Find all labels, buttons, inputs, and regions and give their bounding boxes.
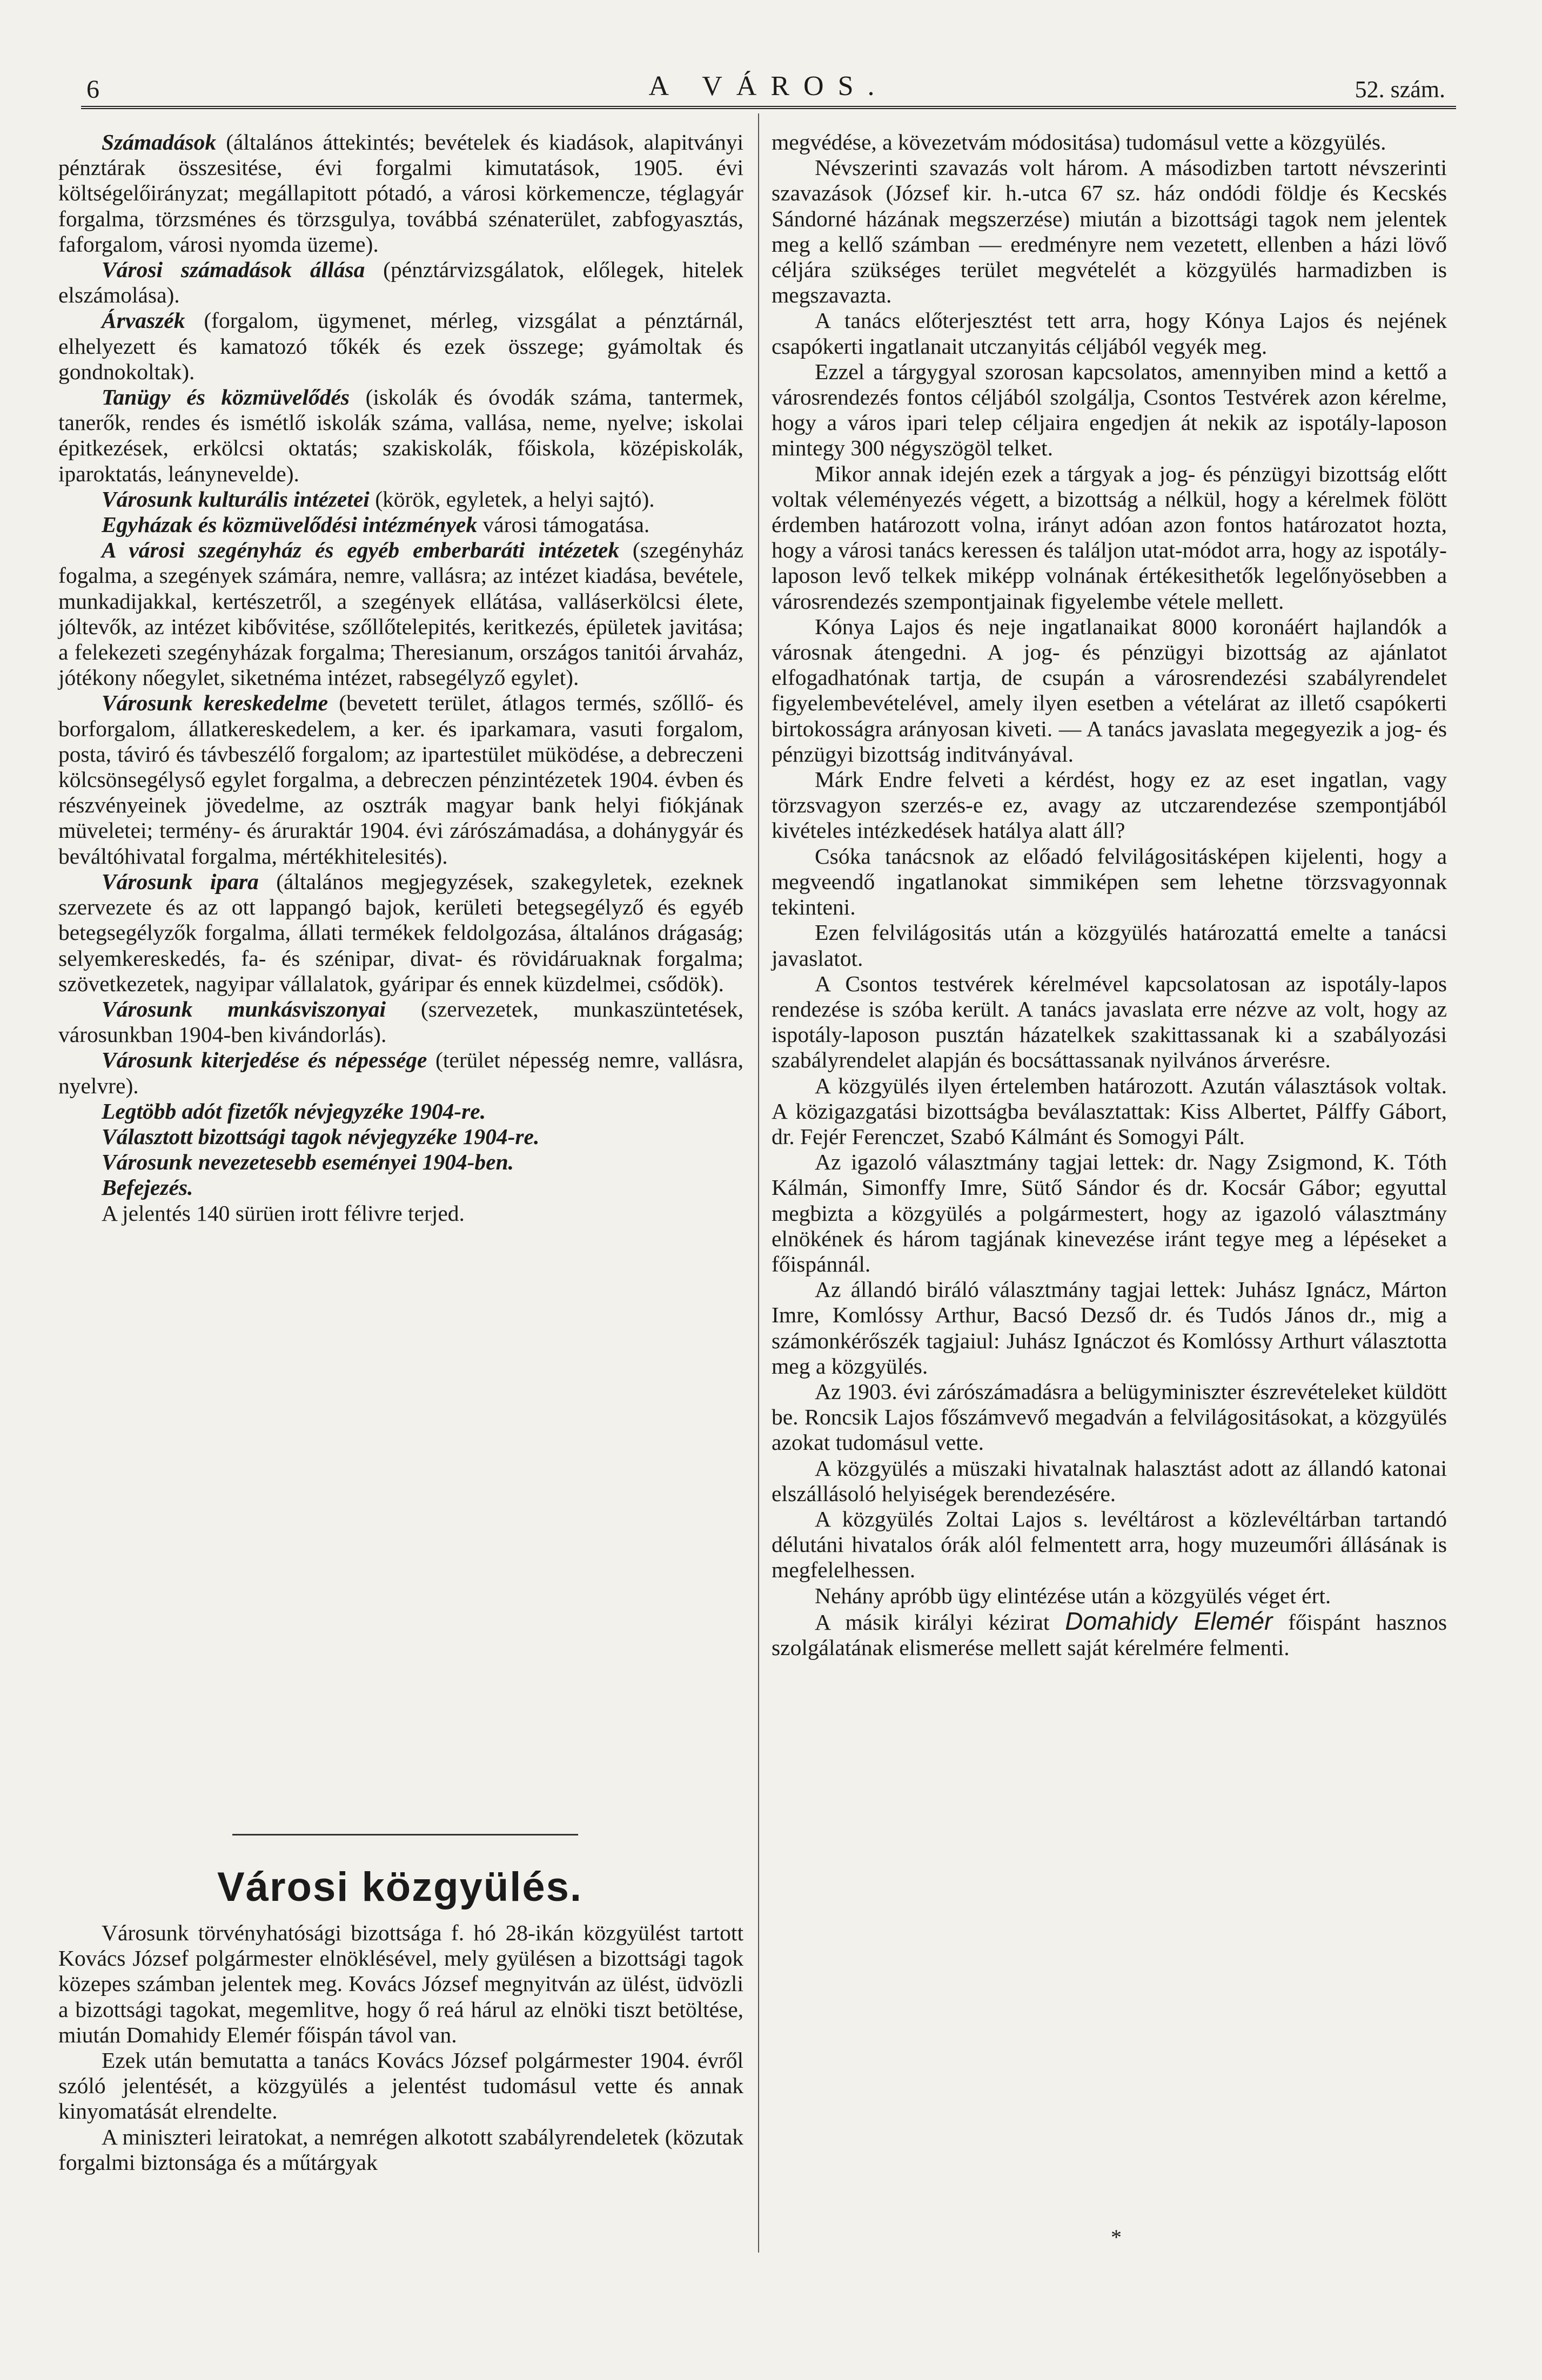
paragraph-text: A közgyülés ilyen értelemben határozott. Azután választások voltak. A közigazgatási bizottságba beválasztattak: Kiss Albertet, Pálffy Gábort, dr. Fejér Ferenczet, Szabó Kálmánt és Somogyi Pált. xyxy=(772,1073,1447,1149)
report-item-heading: Városunk nevezetesebb eseményei 1904-ben. xyxy=(102,1149,514,1175)
article-paragraph xyxy=(772,359,1447,461)
page-number: 6 xyxy=(86,75,99,104)
report-item-text: (szervezetek, munkaszüntetések, városunkban 1904-ben kivándorlás). xyxy=(58,996,744,1047)
report-item xyxy=(58,385,743,487)
column-divider xyxy=(758,113,759,2253)
article-paragraph xyxy=(772,1277,1447,1379)
paragraph-text: Az igazoló választmány tagjai lettek: dr. Nagy Zsigmond, K. Tóth Kálmán, Simonffy Imre, Sütő Sándor és dr. Kocsár Gábor; egyuttal megbizta a közgyülés a polgármestert, hogy az igazoló választmány elnökének és három tagjának kinevezése iránt tegye meg a lépéseket a főispánnál. xyxy=(772,1149,1447,1276)
report-item-heading: Legtöbb adót fizetők névjegyzéke 1904-re. xyxy=(102,1098,486,1124)
article-paragraph xyxy=(772,971,1447,1073)
report-item-heading: Városunk kulturális intézetei xyxy=(102,486,370,512)
report-item-heading: Egyházak és közmüvelődési intézmények xyxy=(102,512,478,537)
article-paragraph xyxy=(772,308,1447,359)
report-item xyxy=(58,512,743,537)
report-item xyxy=(58,1149,743,1175)
report-item-heading: Számadások xyxy=(102,130,217,154)
report-item-heading: Városunk munkásviszonyai xyxy=(102,996,386,1021)
paragraph-text: A tanács előterjesztést tett arra, hogy Kónya Lajos és nejének csapókerti ingatlanait utczanyitás céljából vegyék meg. xyxy=(772,308,1447,359)
article-paragraph xyxy=(772,155,1447,308)
report-item xyxy=(58,1175,743,1200)
report-item-text: A jelentés 140 sürüen irott félivre terjed. xyxy=(102,1200,465,1226)
report-item xyxy=(58,1201,743,1226)
report-item xyxy=(58,1099,743,1124)
article-paragraph xyxy=(772,920,1447,971)
paragraph-text: Nehány apróbb ügy elintézése után a közgyülés véget ért. xyxy=(815,1583,1331,1608)
paragraph-text: Csóka tanácsnok az előadó felvilágositásképen kijelenti, hogy a megveendő ingatlanokat simmiképen sem lehetne törzsvagyonnak tekinteni. xyxy=(772,843,1447,920)
report-item-text: (forgalom, ügymenet, mérleg, vizsgálat a pénztárnál, elhelyezett és kamatozó tőkék és ezek összege; gyámoltak és gondnokoltak). xyxy=(58,308,743,384)
report-item-text: (általános megjegyzések, szakegyletek, ezeknek szervezete és az ott lappangó bajok, kerületi betegsegélyző és egyéb betegsegélyzők forgalma, állati termékek feldolgozása, általános drágaság; selyemkereskedés, fa- és szénipar, divat- és rövidáruaknak forgalma; szövetkezetek, nagyipar vállalatok, gyáripar és ennek küzdelmei, csődök). xyxy=(58,869,743,996)
paragraph-text: A Csontos testvérek kérelmével kapcsolatosan az ispotály-lapos rendezése is szóba került. A tanács javaslata erre nézve az volt, hogy az ispotály-laposon pusztán házatelkek szakittassanak ki a szabályozási szabályrendelet alapján és bocsáttassanak nyilvános árverésre. xyxy=(772,971,1447,1073)
report-item-text: (bevetett terület, átlagos termés, szőllő- és borforgalom, állatkereskedelem, a ker. és iparkamara, vasuti forgalom, posta, táviró és távbeszélő forgalom; az ipartestület müködése, a debreczeni kölcsönsegélyső egylet forgalma, a debreczen pénzintézetek 1904. évben és részvényeinek jövedelme, az osztrák magyar bank helyi fiókjának müveletei; termény- és áruraktár 1904. évi zárószámadása, a dohánygyár és beváltóhivatal forgalma, mértékhitelesités). xyxy=(58,690,743,869)
report-item-heading: Városunk ipara xyxy=(102,869,259,894)
article-paragraph xyxy=(772,1606,1447,1660)
report-item xyxy=(58,690,743,869)
paragraph-text: Az 1903. évi zárószámadásra a belügyminiszter észrevételeket küldött be. Roncsik Lajos főszámvevő megadván a felvilágositásokat, a közgyülés azokat tudomásul vette. xyxy=(772,1379,1447,1455)
report-item-heading: Városunk kereskedelme xyxy=(102,690,328,716)
section-title: Városi közgyülés. xyxy=(217,1864,583,1910)
article-paragraph xyxy=(772,1456,1447,1507)
report-item-heading: Választott bizottsági tagok névjegyzéke 1904-re. xyxy=(102,1124,540,1149)
section-divider xyxy=(232,1834,578,1836)
report-item xyxy=(58,130,743,257)
report-item-heading: A városi szegényház és egyéb emberbaráti intézetek xyxy=(102,537,620,563)
report-item xyxy=(58,869,743,997)
article-paragraph: A miniszteri leiratokat, a nemrégen alkotott szabályrendeletek (közutak forgalmi biztonsága és a műtárgyak xyxy=(58,2124,743,2175)
issue-number: 52. szám. xyxy=(1355,76,1445,103)
article-paragraph xyxy=(772,1379,1447,1456)
assembly-article xyxy=(58,1920,743,2175)
report-item-heading: Városi számadások állása xyxy=(102,257,365,283)
article-paragraph xyxy=(772,767,1447,844)
report-item-text: (pénztárvizsgálatok, előlegek, hitelek elszámolása). xyxy=(58,257,744,308)
journal-title: A VÁROS. xyxy=(648,71,889,102)
left-column xyxy=(58,130,743,1226)
report-item xyxy=(58,1047,743,1098)
report-item xyxy=(58,997,743,1047)
article-paragraph: Ezek után bemutatta a tanács Kovács József polgármester 1904. évről szóló jelentését, a közgyülés a jelentést tudomásul vette és annak kinyomatását elrendelte. xyxy=(58,2048,743,2124)
article-paragraph: Városunk törvényhatósági bizottsága f. hó 28-ikán közgyülést tartott Kovács József polgármester elnöklésével, mely gyülésen a bizottsági tagok közepes számban jelentek meg. Kovács József megnyitván az ülést, üdvözli a bizottsági tagokat, megemlitve, hogy ő reá hárul az elnöki tiszt betöltése, miután Domahidy Elemér főispán távol van. xyxy=(58,1920,743,2047)
paragraph-text: Névszerinti szavazás volt három. A másodizben tartott névszerinti szavazások (József kir. h.-utca 67 sz. ház ondódi földje és Kecskés Sándorné házának megszerzése) miután a bizottsági tagok nem jelentek meg a kellő számban — eredményre nem vezetett, ellenben a házi lövő céljára szükséges terület megvételét a közgyülés harmadizben is megszavazta. xyxy=(772,155,1447,308)
paragraph-text: A másik királyi kézirat xyxy=(815,1609,1065,1635)
paragraph-text: A közgyülés Zoltai Lajos s. levéltárost a közlevéltárban tartandó délutáni hivatalos órák alól felmentett arra, hogy muzeumőri állásának is megfelelhessen. xyxy=(772,1506,1447,1583)
article-paragraph xyxy=(772,844,1447,920)
article-paragraph xyxy=(772,1583,1447,1609)
paragraph-text: Az állandó biráló választmány tagjai lettek: Juhász Ignácz, Márton Imre, Komlóssy Arthur, Bacsó Dezső dr. és Tudós János dr., mig a számonkérőszék tagjaiul: Juhász Ignáczot és Komlóssy Arthurt választotta meg a közgyülés. xyxy=(772,1277,1447,1379)
report-item-heading: Tanügy és közmüvelődés xyxy=(102,385,350,410)
ornament-asterisk: * xyxy=(1111,2225,1122,2249)
paragraph-text: Ezzel a tárgygyal szorosan kapcsolatos, amennyiben mind a kettő a városrendezés fontos céljából szolgálja, Csontos Testvérek azon kérelme, hogy a város ipari telep céljaira engedjen át nekik az ispotály-laposon mintegy 300 négyszögöl telket. xyxy=(772,359,1447,461)
report-item-heading: Befejezés. xyxy=(102,1175,193,1200)
article-paragraph xyxy=(772,1073,1447,1150)
report-item-text: városi támogatása. xyxy=(477,512,650,537)
report-item-text: (szegényház fogalma, a szegények számára, nemre, vallásra; az intézet kiadása, bevétele, munkadijakkal, kertészetről, a szegények ellátása, valláserkölcsi élete, jóltevők, az intézet kibővitése, szőllőtelepités, keritkezés, épületek javitása; a felekezeti szegényházak forgalma; Theresianum, országos tanitói árvaház, jótékony nőegylet, siketnéma intézet, rabsegélyző egylet). xyxy=(58,537,743,690)
paragraph-text: A közgyülés a müszaki hivatalnak halasztást adott az állandó katonai elszállásoló helyiségek berendezésére. xyxy=(772,1455,1447,1506)
paragraph-text: Mikor annak idején ezek a tárgyak a jog- és pénzügyi bizottság előtt voltak véleményezés végett, a bizottság a nélkül, hogy a kérelmek fölött érdemben határozott volna, irányt adóan azon fontos határozatot hozta, hogy a városi tanács keressen és találjon utat-módot arra, hogy az ispotály-laposon levő telkek miképp volnának értékesithetők legelőnyösebben a városrendezés szempontjainak figyelembe vétele mellett. xyxy=(772,461,1447,614)
header-rule xyxy=(81,106,1456,109)
report-item xyxy=(58,1124,743,1149)
report-item-heading: Városunk kiterjedése és népessége xyxy=(102,1047,427,1073)
report-item-text: (körök, egyletek, a helyi sajtó). xyxy=(369,486,655,512)
paragraph-text: megvédése, a kövezetvám módositása) tudomásul vette a közgyülés. xyxy=(772,130,1386,154)
report-item xyxy=(58,487,743,512)
article-paragraph xyxy=(772,1507,1447,1583)
paragraph-text: Kónya Lajos és neje ingatlanaikat 8000 koronáért hajlandók a városnak átengedni. A jog- és pénzügyi bizottság az ajánlatot elfogadhatónak tartja, de csupán a városrendezési szabályrendelet figyelembevételével, amely ilyen esetben a vételárat az illető csapókerti birtokosságra arányosan kiveti. — A tanács javaslata megegyezik a jog- és pénzügyi bizottság inditványával. xyxy=(772,614,1447,767)
report-item xyxy=(58,537,743,690)
right-column xyxy=(772,130,1447,1660)
person-name: Domahidy Elemér xyxy=(1065,1606,1273,1635)
paragraph-text: Ezen felvilágositás után a közgyülés határozattá emelte a tanácsi javaslatot. xyxy=(772,920,1447,971)
article-paragraph xyxy=(772,614,1447,767)
article-paragraph xyxy=(772,1149,1447,1277)
report-item-heading: Árvaszék xyxy=(102,308,185,333)
article-paragraph xyxy=(772,130,1447,155)
report-item-text: (terület népesség nemre, vallásra, nyelvre). xyxy=(58,1047,743,1098)
report-item xyxy=(58,257,743,308)
report-item xyxy=(58,308,743,385)
article-paragraph xyxy=(772,461,1447,614)
report-item-text: (általános áttekintés; bevételek és kiadások, alapitványi pénztárak összesitése, évi forgalmi kimutatások, 1905. évi költségelőirányzat; megállapitott pótadó, a városi körkemencze, téglagyár forgalma, törzsménes és törzsgulya, továbbá szénaterület, zabfogyasztás, faforgalom, városi nyomda üzeme). xyxy=(58,130,743,257)
report-item-text: (iskolák és óvodák száma, tantermek, tanerők, rendes és ismétlő iskolák száma, vallása, neme, nyelve; iskolai épitkezések, erkölcsi oktatás; szakiskolák, főiskola, középiskolák, iparoktatás, leánynevelde). xyxy=(58,385,743,486)
paragraph-text: Márk Endre felveti a kérdést, hogy ez az eset ingatlan, vagy törzsvagyon szerzés-e ez, avagy az utczarendezése szempontjából kivételes intézkedések hatálya alatt áll? xyxy=(772,767,1447,843)
page-header xyxy=(81,64,1456,107)
paragraph-text: főispánt hasznos szolgálatának elismerése mellett saját kérelmére felmenti. xyxy=(772,1609,1447,1660)
